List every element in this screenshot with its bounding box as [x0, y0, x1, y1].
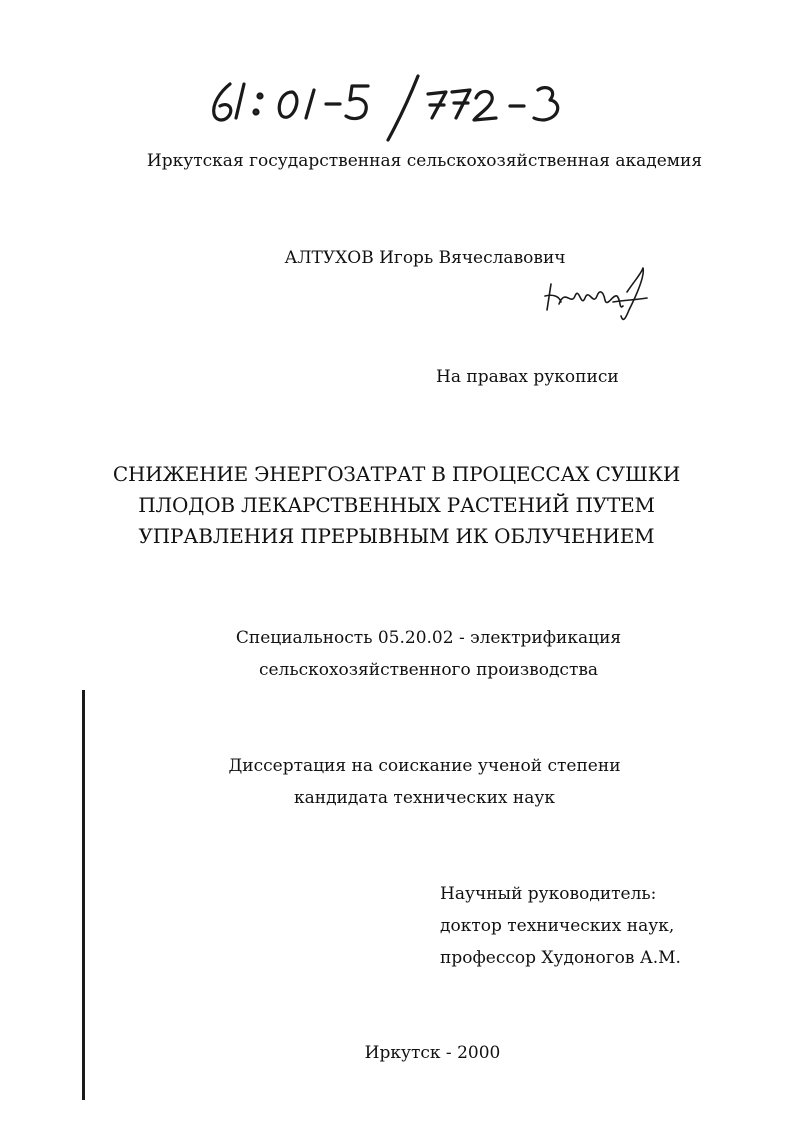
supervisor-line: Научный руководитель:	[440, 884, 657, 904]
dissertation-degree-block	[28, 750, 793, 814]
handwritten-signature-icon	[543, 266, 653, 322]
degree-line: кандидата технических наук	[293, 788, 555, 808]
degree-line: Диссертация на соискание ученой степени	[228, 756, 621, 776]
manuscript-note: На правах рукописи	[436, 367, 619, 387]
supervisor-line: профессор Худоногов А.М.	[440, 948, 681, 968]
institution-name: Иркутская государственная сельскохозяйственная академия	[146, 151, 703, 171]
specialty-line: Специальность 05.20.02 - электрификация	[235, 628, 622, 648]
author-name: АЛТУХОВ Игорь Вячеславович	[284, 248, 566, 268]
supervisor-line: доктор технических наук,	[440, 916, 675, 936]
title-line: ПЛОДОВ ЛЕКАРСТВЕННЫХ РАСТЕНИЙ ПУТЕМ	[138, 493, 655, 517]
dissertation-title	[0, 459, 793, 552]
handwritten-code-icon	[200, 62, 580, 142]
title-line: СНИЖЕНИЕ ЭНЕРГОЗАТРАТ В ПРОЦЕССАХ СУШКИ	[112, 462, 681, 486]
supervisor-block	[440, 878, 681, 974]
city-year: Иркутск - 2000	[364, 1043, 501, 1063]
specialty-line: сельскохозяйственного производства	[258, 660, 599, 680]
title-line: УПРАВЛЕНИЯ ПРЕРЫВНЫМ ИК ОБЛУЧЕНИЕМ	[138, 524, 655, 548]
specialty-block	[32, 622, 793, 686]
